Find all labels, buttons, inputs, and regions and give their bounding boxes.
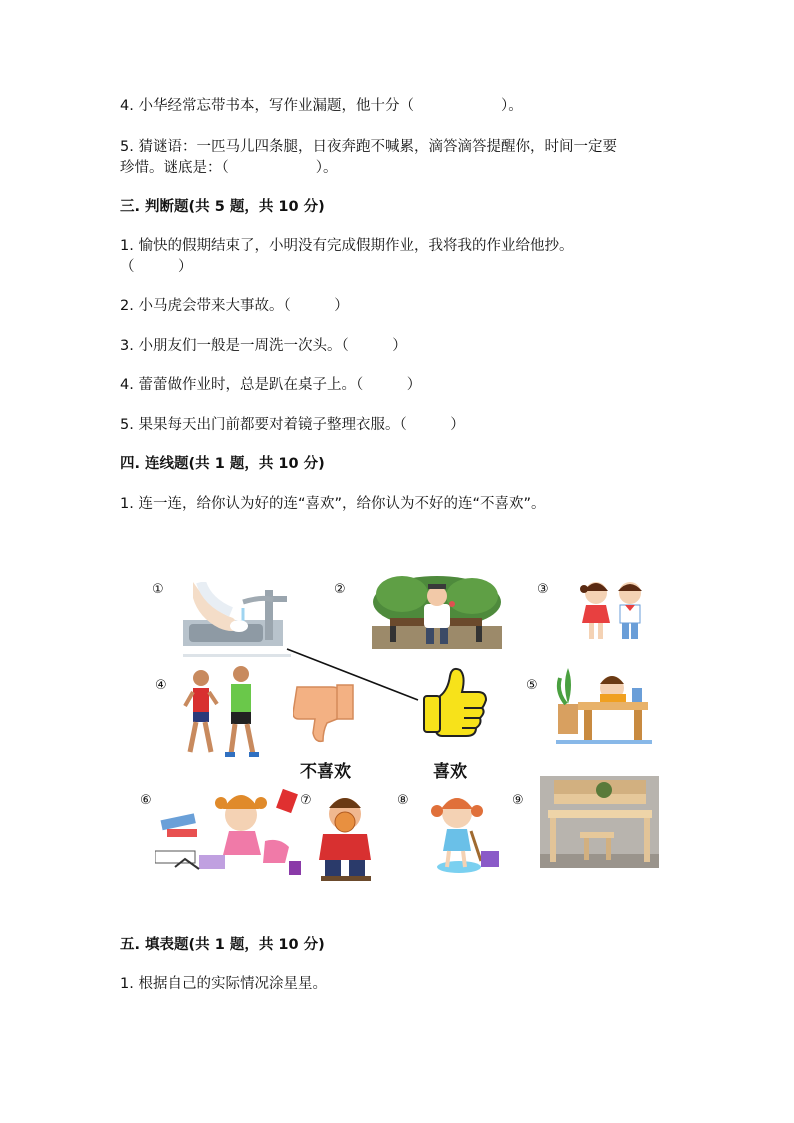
label-8: ⑧: [397, 793, 409, 808]
q2-item-5-line2: 珍惜。谜底是：（ ）。: [120, 160, 338, 176]
q4-heading: 四. 连线题(共 1 题，共 10 分): [120, 456, 325, 472]
label-4: ④: [155, 678, 167, 693]
messy-room-picture: [155, 781, 303, 879]
q3-item-1-line2: （ ）: [120, 259, 193, 275]
dislike-caption: 不喜欢: [300, 762, 351, 782]
label-7: ⑦: [300, 793, 312, 808]
q4-item-1: 1. 连一连，给你认为好的连“喜欢”，给你认为不好的连“不喜欢”。: [120, 496, 546, 512]
label-9: ⑨: [512, 793, 524, 808]
q3-item-3: 3. 小朋友们一般是一周洗一次头。（ ）: [120, 338, 407, 354]
tidy-desk-picture: [540, 776, 659, 868]
q5-item-1: 1. 根据自己的实际情况涂星星。: [120, 976, 327, 992]
label-5: ⑤: [526, 678, 538, 693]
boy-eating-picture: [317, 792, 375, 882]
label-1: ①: [152, 582, 164, 597]
q3-heading: 三. 判断题(共 5 题，共 10 分): [120, 199, 325, 215]
label-3: ③: [537, 582, 549, 597]
q5-heading: 五. 填表题(共 1 题，共 10 分): [120, 937, 325, 953]
label-6: ⑥: [140, 793, 152, 808]
q3-item-2: 2. 小马虎会带来大事故。（ ）: [120, 298, 349, 314]
child-at-desk-picture: [556, 664, 652, 746]
q3-item-1-line1: 1. 愉快的假期结束了，小明没有完成假期作业，我将我的作业给他抄。: [120, 238, 574, 254]
like-caption: 喜欢: [433, 762, 467, 782]
q2-item-4: 4. 小华经常忘带书本，写作业漏题，他十分（ ）。: [120, 98, 523, 114]
q3-item-4: 4. 蕾蕾做作业时，总是趴在桌子上。（ ）: [120, 377, 422, 393]
q3-item-5: 5. 果果每天出门前都要对着镜子整理衣服。（ ）: [120, 417, 465, 433]
q2-item-5-line1: 5. 猜谜语：一匹马儿四条腿，日夜奔跑不喊累，滴答滴答提醒你，时间一定要: [120, 139, 617, 155]
label-2: ②: [334, 582, 346, 597]
girl-mopping-picture: [425, 791, 503, 877]
